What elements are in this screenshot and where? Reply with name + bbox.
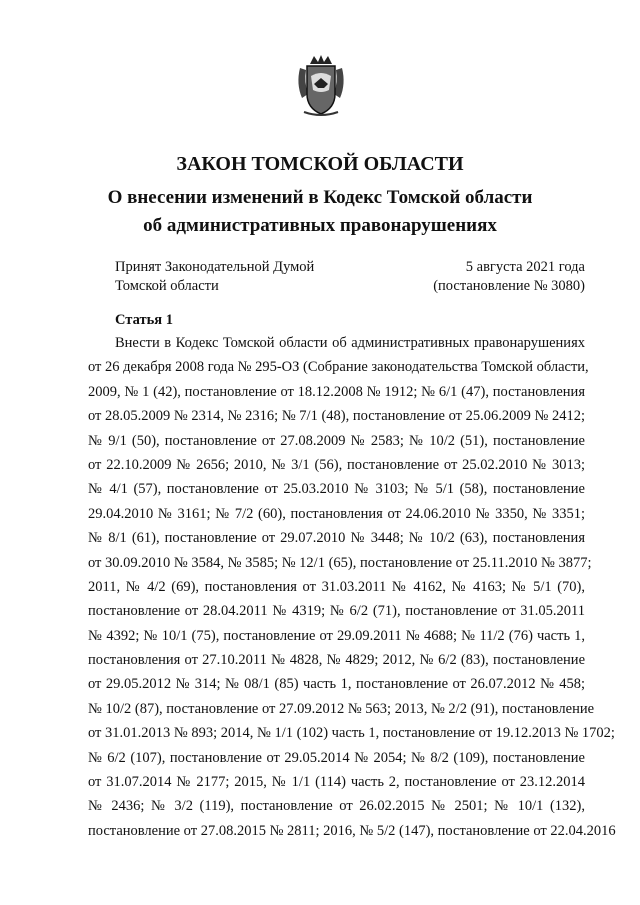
body-text-line: 2011, № 4/2 (69), постановления от 31.03.2011 № 4162, № 4163; № 5/1 (70), xyxy=(88,578,585,595)
resolution-number: (постановление № 3080) xyxy=(433,278,585,294)
body-text-line: № 8/1 (61), постановление от 29.07.2010 № 3448; № 10/2 (63), постановления xyxy=(88,530,585,547)
adopted-by xyxy=(115,258,314,296)
body-text-line: № 9/1 (50), постановление от 27.08.2009 № 2583; № 10/2 (51), постановление xyxy=(88,432,585,449)
adoption-date-block xyxy=(433,258,585,296)
body-text-line: от 31.01.2013 № 893; 2014, № 1/1 (102) часть 1, постановление от 19.12.2013 № 1702; xyxy=(88,725,615,742)
body-text-line: № 4392; № 10/1 (75), постановление от 29.09.2011 № 4688; № 11/2 (76) часть 1, xyxy=(88,627,585,644)
body-text-line: от 29.05.2012 № 314; № 08/1 (85) часть 1, постановление от 26.07.2012 № 458; xyxy=(88,676,585,693)
body-text-line: постановление от 28.04.2011 № 4319; № 6/2 (71), постановление от 31.05.2011 xyxy=(88,603,585,620)
law-subtitle-line1: О внесении изменений в Кодекс Томской области xyxy=(107,187,533,208)
body-text-line: 2009, № 1 (42), постановление от 18.12.2008 № 1912; № 6/1 (47), постановления xyxy=(88,383,585,400)
law-title: ЗАКОН ТОМСКОЙ ОБЛАСТИ xyxy=(176,153,464,175)
adoption-date: 5 августа 2021 года xyxy=(465,259,585,275)
body-text-line: от 22.10.2009 № 2656; 2010, № 3/1 (56), постановление от 25.02.2010 № 3013; xyxy=(88,456,585,473)
article-body xyxy=(88,331,616,843)
body-text-line: постановления от 27.10.2011 № 4828, № 4829; 2012, № 6/2 (83), постановление xyxy=(88,652,585,669)
law-subtitle-line2: об административных правонарушениях xyxy=(143,215,497,236)
body-text-line: № 6/2 (107), постановление от 29.05.2014 № 2054; № 8/2 (109), постановление xyxy=(88,749,585,766)
body-text-line: № 10/2 (87), постановление от 27.09.2012 № 563; 2013, № 2/2 (91), постановление xyxy=(88,700,595,717)
adopted-line1: Принят Законодательной Думой xyxy=(115,259,315,275)
body-text-line: постановление от 27.08.2015 № 2811; 2016, № 5/2 (147), постановление от 22.04.2016 xyxy=(88,822,616,839)
body-text-line: № 4/1 (57), постановление от 25.03.2010 № 3103; № 5/1 (58), постановление xyxy=(88,481,585,498)
adopted-line2: Томской области xyxy=(115,278,219,294)
body-text-line: от 28.05.2009 № 2314, № 2316; № 7/1 (48), постановление от 25.06.2009 № 2412; xyxy=(88,408,585,425)
coat-of-arms-emblem xyxy=(296,54,346,118)
body-text-line: от 26 декабря 2008 года № 295-ОЗ (Собрание законодательства Томской области, xyxy=(88,359,589,376)
body-text-line: от 31.07.2014 № 2177; 2015, № 1/1 (114) часть 2, постановление от 23.12.2014 xyxy=(88,774,585,791)
body-text-line: 29.04.2010 № 3161; № 7/2 (60), постановления от 24.06.2010 № 3350, № 3351; xyxy=(88,505,585,522)
body-text-line: Внести в Кодекс Томской области об административных правонарушениях xyxy=(115,335,585,351)
body-text-line: № 2436; № 3/2 (119), постановление от 26.02.2015 № 2501; № 10/1 (132), xyxy=(88,798,585,815)
article-heading: Статья 1 xyxy=(115,312,173,328)
body-text-line: от 30.09.2010 № 3584, № 3585; № 12/1 (65), постановление от 25.11.2010 № 3877; xyxy=(88,554,592,571)
